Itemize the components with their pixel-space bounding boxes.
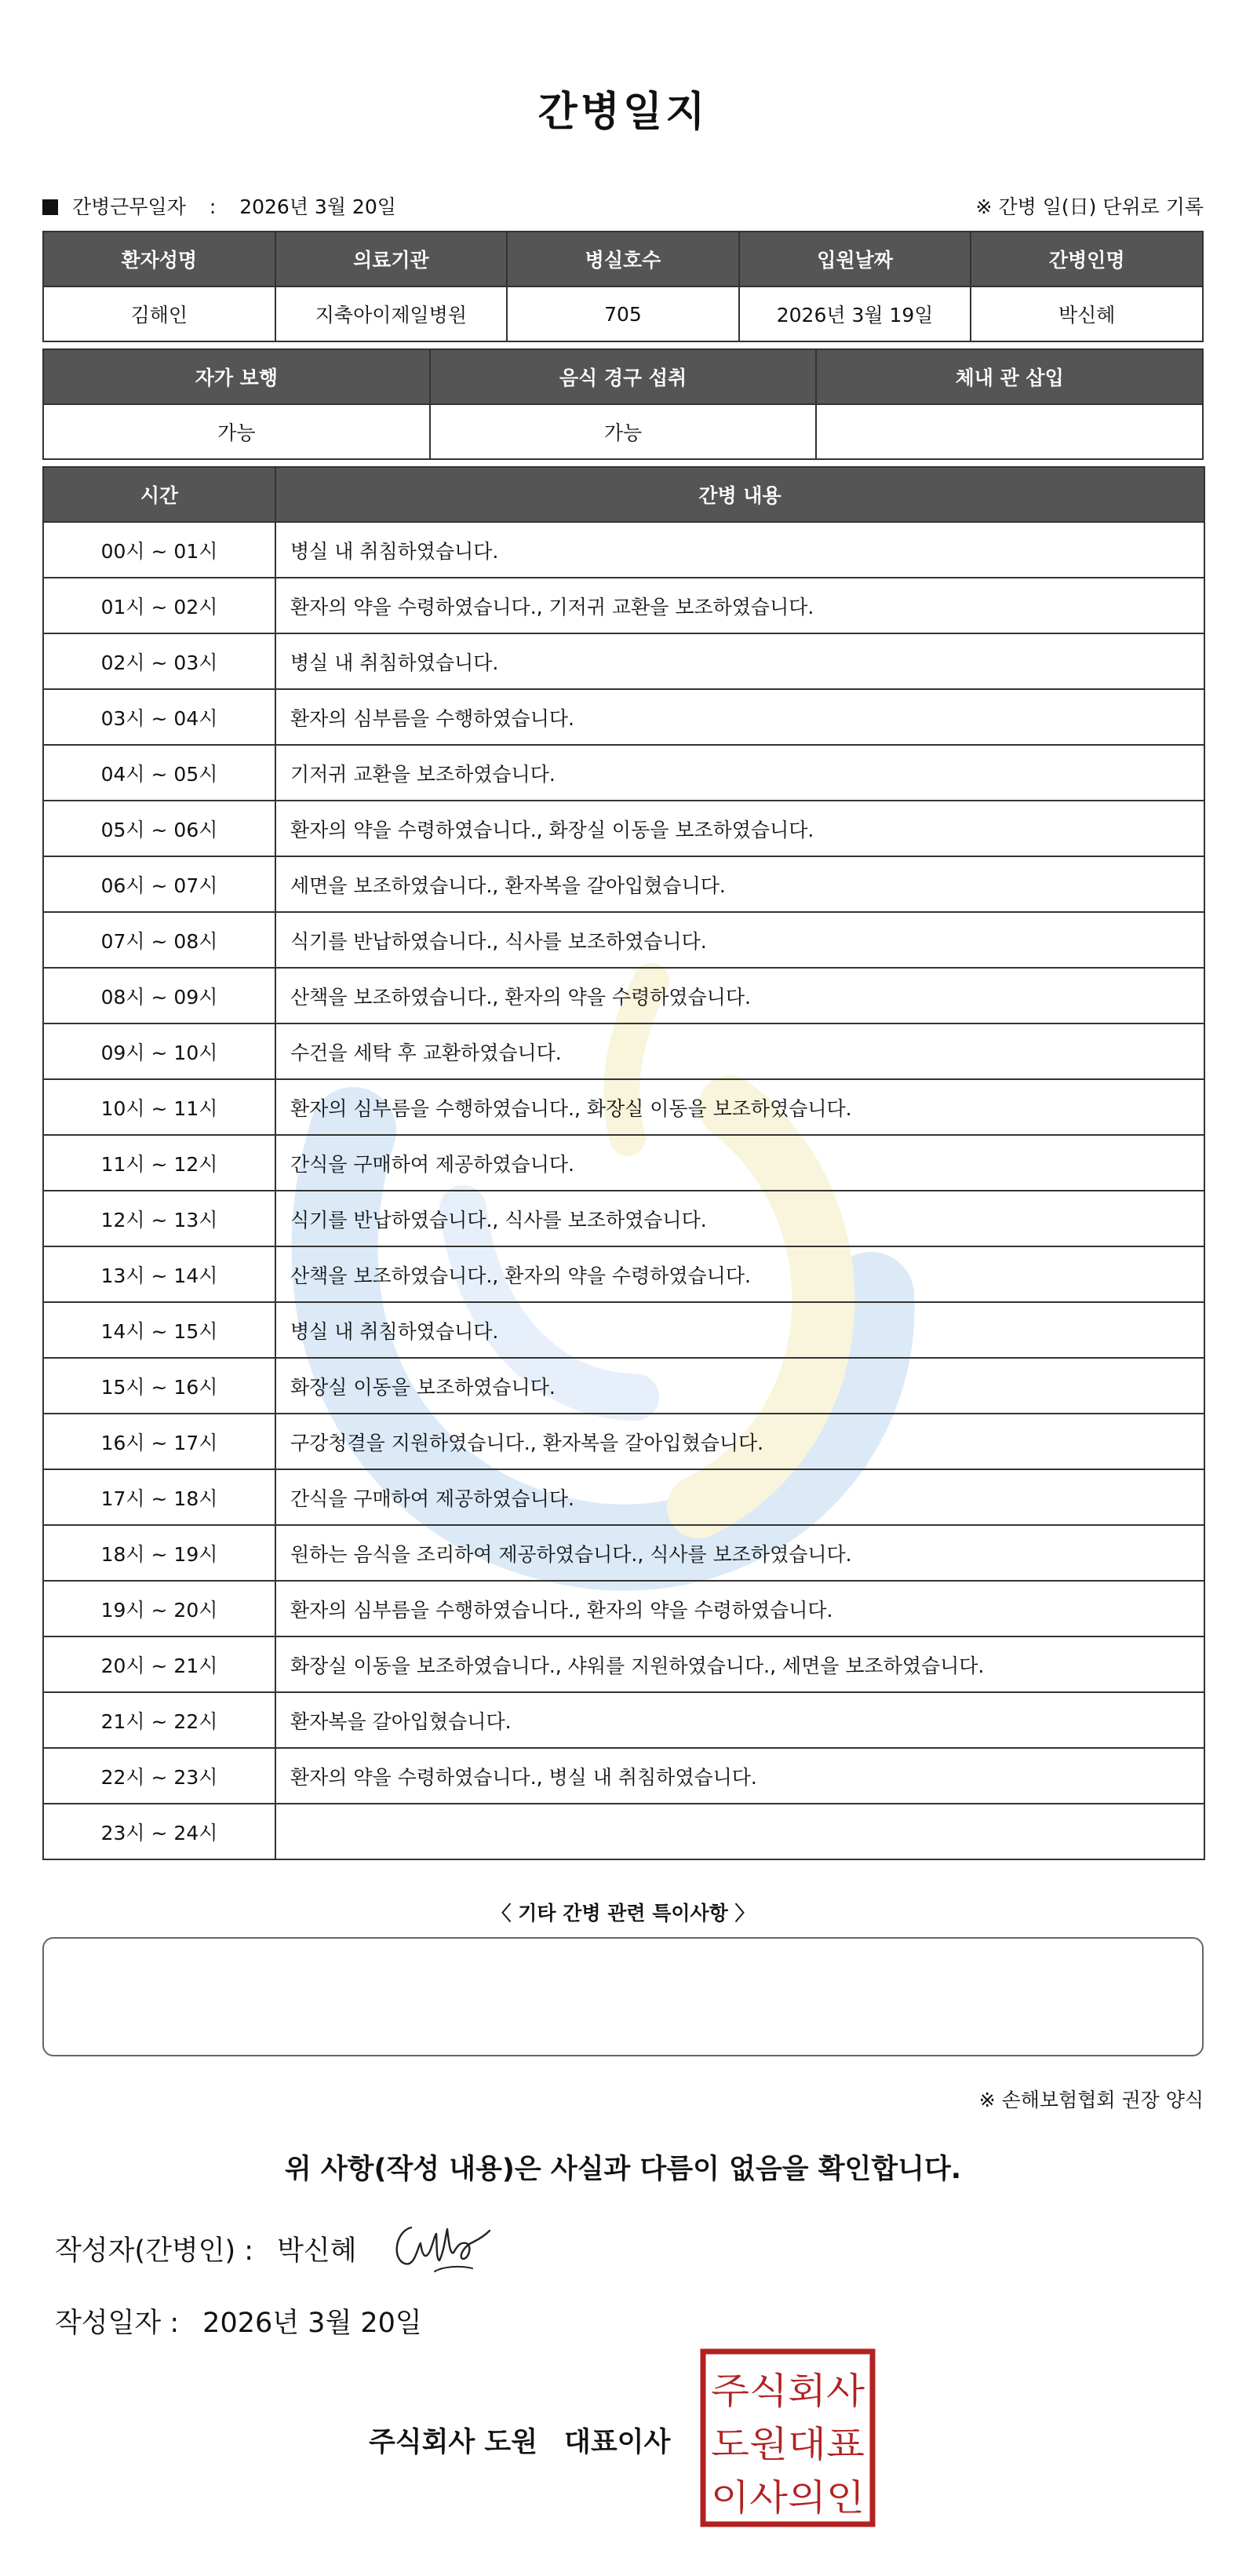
log-content: 수건을 세탁 후 교환하였습니다.: [275, 1023, 1204, 1079]
status-value-row: [43, 404, 1203, 459]
log-time: 09시 ~ 10시: [43, 1023, 275, 1079]
care-log-row: [43, 968, 1204, 1023]
log-content: 간식을 구매하여 제공하였습니다.: [275, 1135, 1204, 1191]
care-log-row: [43, 1748, 1204, 1804]
document-title: 간병일지: [537, 89, 709, 136]
written-date-label: 작성일자 :: [55, 2308, 180, 2339]
log-content: 환자의 약을 수령하였습니다., 기저귀 교환을 보조하였습니다.: [275, 578, 1204, 633]
log-time: 08시 ~ 09시: [43, 968, 275, 1023]
log-content: 환자의 심부름을 수행하였습니다.: [275, 689, 1204, 745]
care-log-row: [43, 1191, 1204, 1246]
care-log-row: [43, 1804, 1204, 1859]
log-time: 23시 ~ 24시: [43, 1804, 275, 1859]
header-care-content: 간병 내용: [275, 467, 1204, 522]
header-time: 시간: [43, 467, 275, 522]
form-note: ※ 손해보험협회 권장 양식: [978, 2089, 1204, 2111]
work-date-value: 2026년 3월 20일: [239, 195, 396, 218]
log-content: 세면을 보조하였습니다., 환자복을 갈아입혔습니다.: [275, 856, 1204, 912]
seal-text-line: 이사의인: [711, 2476, 865, 2519]
special-notes-box: [42, 1937, 1204, 2056]
log-content: 식기를 반납하였습니다., 식사를 보조하였습니다.: [275, 1191, 1204, 1246]
log-content: 환자의 심부름을 수행하였습니다., 환자의 약을 수령하였습니다.: [275, 1581, 1204, 1636]
header-tube-insertion: 체내 관 삽입: [816, 349, 1203, 404]
log-time: 03시 ~ 04시: [43, 689, 275, 745]
care-log-row: [43, 1692, 1204, 1748]
admission-date: 2026년 3월 19일: [739, 286, 971, 341]
care-log-row: [43, 912, 1204, 968]
log-content: 산책을 보조하였습니다., 환자의 약을 수령하였습니다.: [275, 1246, 1204, 1302]
log-time: 04시 ~ 05시: [43, 745, 275, 801]
seal-text-line: 주식회사: [711, 2370, 865, 2412]
log-content: 산책을 보조하였습니다., 환자의 약을 수령하였습니다.: [275, 968, 1204, 1023]
patient-info-table: [42, 231, 1204, 342]
care-log-row: [43, 1302, 1204, 1358]
log-time: 07시 ~ 08시: [43, 912, 275, 968]
patient-name: 김해인: [43, 286, 275, 341]
log-time: 21시 ~ 22시: [43, 1692, 275, 1748]
log-time: 15시 ~ 16시: [43, 1358, 275, 1414]
log-content: [275, 1804, 1204, 1859]
care-log-row: [43, 745, 1204, 801]
log-content: 기저귀 교환을 보조하였습니다.: [275, 745, 1204, 801]
caregiver-name: 박신혜: [971, 286, 1203, 341]
confirmation-statement: 위 사항(작성 내용)은 사실과 다름이 없음을 확인합니다.: [284, 2154, 962, 2185]
hospital-name: 지축아이제일병원: [275, 286, 508, 341]
care-log-body: [43, 522, 1204, 1859]
log-time: 19시 ~ 20시: [43, 1581, 275, 1636]
handwritten-signature: [388, 2212, 497, 2275]
header-caregiver-name: 간병인명: [971, 232, 1203, 286]
log-time: 20시 ~ 21시: [43, 1636, 275, 1692]
header-oral-intake: 음식 경구 섭취: [430, 349, 817, 404]
log-content: 병실 내 취침하였습니다.: [275, 633, 1204, 689]
care-log-row: [43, 1246, 1204, 1302]
patient-status-table: [42, 348, 1204, 460]
log-content: 화장실 이동을 보조하였습니다., 샤워를 지원하였습니다., 세면을 보조하였습니다.: [275, 1636, 1204, 1692]
log-time: 10시 ~ 11시: [43, 1079, 275, 1135]
log-time: 12시 ~ 13시: [43, 1191, 275, 1246]
log-time: 14시 ~ 15시: [43, 1302, 275, 1358]
header-admission-date: 입원날짜: [739, 232, 971, 286]
self-walking-value: 가능: [43, 404, 430, 459]
writer-line: [55, 2229, 357, 2268]
log-content: 환자의 약을 수령하였습니다., 화장실 이동을 보조하였습니다.: [275, 801, 1204, 856]
company-line: [369, 2421, 670, 2460]
company-name: 주식회사 도원: [369, 2427, 538, 2458]
log-time: 13시 ~ 14시: [43, 1246, 275, 1302]
care-log-row: [43, 1469, 1204, 1525]
care-log-row: [43, 1581, 1204, 1636]
log-content: 환자의 약을 수령하였습니다., 병실 내 취침하였습니다.: [275, 1748, 1204, 1804]
care-log-row: [43, 1023, 1204, 1079]
log-content: 간식을 구매하여 제공하였습니다.: [275, 1469, 1204, 1525]
care-log-header-row: [43, 467, 1204, 522]
log-time: 06시 ~ 07시: [43, 856, 275, 912]
square-bullet-icon: [42, 199, 58, 215]
care-log-row: [43, 801, 1204, 856]
writer-name: 박신혜: [277, 2235, 357, 2267]
header-self-walking: 자가 보행: [43, 349, 430, 404]
log-time: 01시 ~ 02시: [43, 578, 275, 633]
log-content: 화장실 이동을 보조하였습니다.: [275, 1358, 1204, 1414]
log-time: 02시 ~ 03시: [43, 633, 275, 689]
care-log-table: [42, 466, 1205, 1860]
header-hospital: 의료기관: [275, 232, 508, 286]
log-content: 구강청결을 지원하였습니다., 환자복을 갈아입혔습니다.: [275, 1414, 1204, 1469]
log-time: 16시 ~ 17시: [43, 1414, 275, 1469]
header-room-number: 병실호수: [507, 232, 739, 286]
care-log-row: [43, 578, 1204, 633]
care-log-row: [43, 1079, 1204, 1135]
log-content: 환자의 심부름을 수행하였습니다., 화장실 이동을 보조하였습니다.: [275, 1079, 1204, 1135]
care-log-row: [43, 689, 1204, 745]
log-time: 11시 ~ 12시: [43, 1135, 275, 1191]
log-content: 환자복을 갈아입혔습니다.: [275, 1692, 1204, 1748]
log-content: 식기를 반납하였습니다., 식사를 보조하였습니다.: [275, 912, 1204, 968]
care-log-row: [43, 1358, 1204, 1414]
seal-text-line: 도원대표: [711, 2423, 865, 2465]
log-content: 병실 내 취침하였습니다.: [275, 1302, 1204, 1358]
care-log-row: [43, 633, 1204, 689]
log-time: 18시 ~ 19시: [43, 1525, 275, 1581]
special-notes-title: 〈 기타 간병 관련 특이사항 〉: [491, 1902, 755, 1925]
work-date-separator: :: [209, 195, 217, 218]
patient-info-header-row: [43, 232, 1203, 286]
work-date-label: 간병근무일자: [71, 195, 186, 218]
room-number: 705: [507, 286, 739, 341]
log-time: 00시 ~ 01시: [43, 522, 275, 578]
writer-label: 작성자(간병인) :: [55, 2235, 254, 2267]
care-log-row: [43, 1414, 1204, 1469]
log-time: 22시 ~ 23시: [43, 1748, 275, 1804]
patient-info-value-row: [43, 286, 1203, 341]
care-log-row: [43, 1135, 1204, 1191]
oral-intake-value: 가능: [430, 404, 817, 459]
status-header-row: [43, 349, 1203, 404]
company-seal-stamp: [700, 2348, 876, 2527]
header-patient-name: 환자성명: [43, 232, 275, 286]
care-log-row: [43, 1525, 1204, 1581]
written-date-line: [55, 2301, 422, 2341]
care-log-row: [43, 856, 1204, 912]
log-content: 원하는 음식을 조리하여 제공하였습니다., 식사를 보조하였습니다.: [275, 1525, 1204, 1581]
written-date-value: 2026년 3월 20일: [202, 2308, 422, 2339]
care-log-row: [43, 522, 1204, 578]
log-content: 병실 내 취침하였습니다.: [275, 522, 1204, 578]
care-log-row: [43, 1636, 1204, 1692]
unit-note: ※ 간병 일(日) 단위로 기록: [975, 195, 1204, 218]
log-time: 17시 ~ 18시: [43, 1469, 275, 1525]
work-date-line: [42, 192, 396, 220]
log-time: 05시 ~ 06시: [43, 801, 275, 856]
tube-insertion-value: [816, 404, 1203, 459]
company-title: 대표이사: [564, 2427, 671, 2458]
